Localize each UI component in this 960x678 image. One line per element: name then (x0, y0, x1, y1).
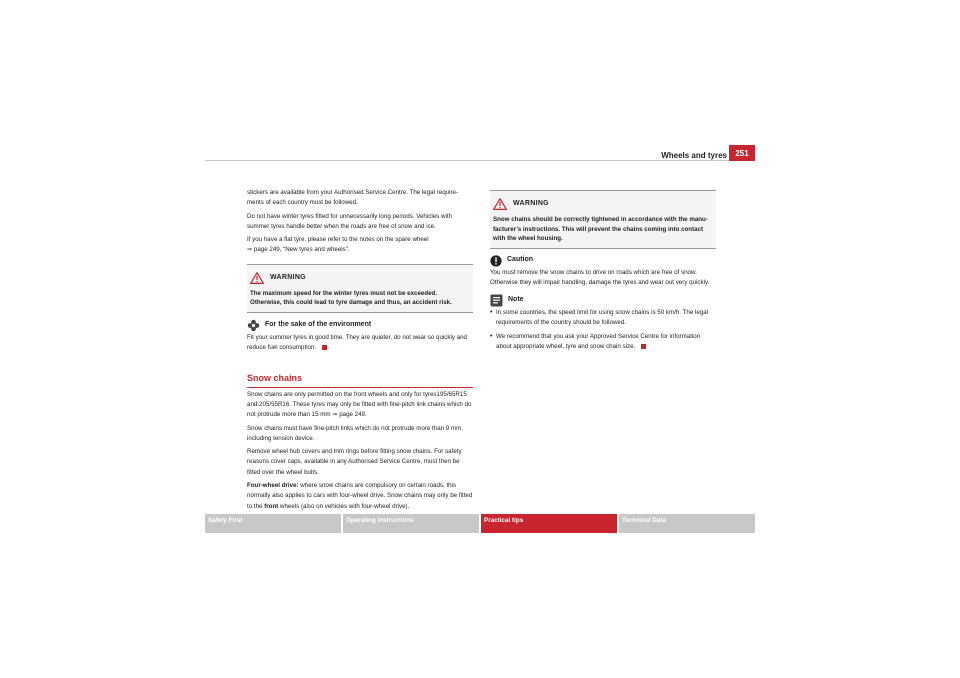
paragraph (247, 481, 473, 512)
note-icon (490, 294, 503, 307)
four-wheel-drive-label: Four-wheel drive: (247, 482, 299, 490)
left-column (247, 188, 473, 515)
environment-text (247, 333, 473, 354)
front-emphasis: front (264, 502, 279, 510)
footer-tab-practical-tips[interactable]: Practical tips (481, 514, 617, 533)
warning-text: The maximum speed for the winter tyres must not be exceeded. Otherwise, this could lead to tyre damage and thus, an accident risk. (250, 289, 452, 307)
list-item (490, 332, 716, 353)
environment-heading (247, 319, 473, 332)
page-number: 251 (729, 145, 755, 161)
warning-label: WARNING (270, 273, 306, 281)
page-header-title: Wheels and tyres (661, 151, 727, 160)
warning-triangle-icon (493, 198, 507, 210)
paragraph-text: where snow chains are compulsory on certain roads, this normally also applies to cars with four-wheel drive. Snow chains may only be fitted to the (247, 482, 473, 510)
warning-label: WARNING (513, 199, 549, 207)
paragraph: Snow chains must have fine-pitch links which do not protrude more than 9 mm, including tension device. (247, 424, 463, 442)
bullet-icon: • (490, 332, 493, 340)
end-marker-icon (641, 344, 646, 349)
footer-tab-technical-data[interactable]: Technical Data (619, 514, 755, 533)
caution-icon (490, 255, 502, 267)
flower-icon (247, 319, 260, 332)
list-item (490, 308, 716, 329)
paragraph: Remove wheel hub covers and trim rings before fitting snow chains. For safety reasons cover caps, available in any Authorised Service Centre, must then be fitted over the wheel bolts. (247, 448, 462, 476)
note-text-wrapper (496, 332, 716, 353)
page-reference-link[interactable]: ⇒ page 249, “New tyres and wheels”. (247, 246, 350, 254)
paragraph (247, 235, 473, 256)
paragraph: Snow chains are only permitted on the front wheels and only for tyres195/65R15 and 205/55R16. These tyres may only be fitted with fine-pitch link chains which do not protrude more than 15 mm ⇒ page 249. (247, 390, 472, 419)
paragraph-text: If you have a flat tyre, please refer to the notes on the spare wheel (247, 236, 429, 244)
footer-tab-safety-first[interactable]: Safety First (205, 514, 341, 533)
note-text: We recommend that you ask your Approved Service Centre for information about appropriate wheel, tyre and snow chain size. (496, 332, 701, 350)
note-heading (490, 294, 716, 307)
caution-label: Caution (507, 256, 534, 264)
header-rule (205, 160, 755, 161)
warning-text: Snow chains should be correctly tightened in accordance with the manu-facturer’s instructions. This will prevent the chains coming into contact with the wheel housing. (493, 216, 708, 242)
warning-box (490, 190, 716, 249)
caution-text: You must remove the snow chains to drive on roads which are free of snow. Otherwise they will impair handling, damage the tyres and wear out very quickly. (490, 268, 710, 286)
caution-heading (490, 255, 716, 267)
bullet-icon: • (490, 309, 493, 317)
paragraph: Do not have winter tyres fitted for unnecessarily long periods. Vehicles with summer tyres handle better when the roads are free of snow and ice. (247, 212, 452, 230)
note-text: In some countries, the speed limit for using snow chains is 50 km/h. The legal requirements of the country should be followed. (496, 309, 709, 327)
warning-triangle-icon (250, 272, 264, 284)
warning-box (247, 264, 473, 313)
environment-text-body: Fit your summer tyres in good time. They are quieter, do not wear so quickly and reduce fuel consumption. (247, 333, 467, 352)
section-title: Snow chains (247, 373, 473, 387)
end-marker-icon (322, 345, 327, 350)
environment-label: For the sake of the environment (265, 321, 372, 329)
paragraph-text: wheels (also on vehicles with four-wheel drive). (278, 502, 410, 510)
footer-tab-operating-instructions[interactable]: Operating instructions (343, 514, 479, 533)
paragraph: stickers are available from your Authorised Service Centre. The legal require-ments of each country must be followed. (247, 189, 459, 207)
right-column (490, 190, 716, 352)
note-label: Note (508, 296, 524, 304)
